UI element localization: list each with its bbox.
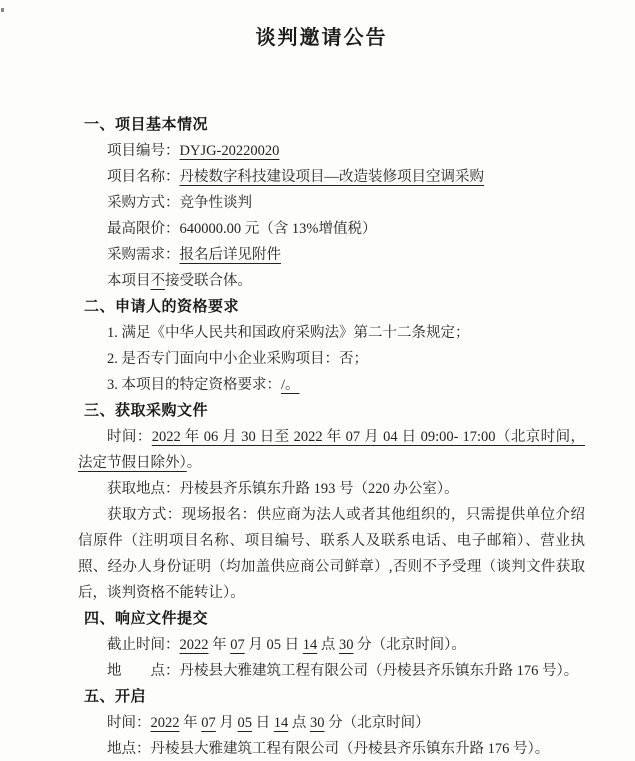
text-segment: 项目名称： <box>107 169 180 185</box>
document-title: 谈判邀请公告 <box>255 27 388 49</box>
underlined-text: /。 <box>281 377 300 393</box>
text-segment: 1. 满足《中华人民共和国政府采购法》第二十二条规定； <box>107 325 470 341</box>
document-section <box>78 398 585 606</box>
text-segment: 采购方式：竞争性谈判 <box>107 195 252 211</box>
paragraph <box>78 242 585 268</box>
section-heading: 三、获取采购文件 <box>84 402 209 419</box>
text-segment: 分（北京时间）。 <box>353 637 466 653</box>
paragraph <box>78 424 585 476</box>
paragraph <box>78 346 585 372</box>
underlined-text: 2022 年 06 月 30 日至 2022 年 07 月 04 日 09:00- 17:00（北京时间，法定节假日除外） <box>78 429 586 471</box>
text-segment: 点 <box>288 715 310 731</box>
paragraph <box>78 736 585 761</box>
text-segment: 获取方式：现场报名：供应商为法人或者其他组织的，只需提供单位介绍信原件（注明项目名称、项目编号、联系人及联系电话、电子邮箱）、营业执照、经办人身份证明（均加盖供应商公司鲜章）,否则不予受理（谈判文件获取后，谈判资格不能转让）。 <box>78 507 585 601</box>
text-segment: 地点：丹棱县大雅建筑工程有限公司（丹棱县齐乐镇东升路 176 号）。 <box>107 741 550 757</box>
document-section <box>78 112 585 294</box>
text-segment: 。 <box>186 455 202 471</box>
text-segment: 本项目 <box>107 273 151 289</box>
underlined-text: 不 <box>150 273 165 289</box>
section-heading: 一、项目基本情况 <box>84 116 209 133</box>
underlined-text: 30 <box>310 715 325 731</box>
text-segment: 采购需求： <box>107 247 180 263</box>
text-segment: 地 点：丹棱县大雅建筑工程有限公司（丹棱县齐乐镇东升路 176 号）。 <box>107 663 579 679</box>
text-segment: 最高限价：640000.00 元（含 13%增值税） <box>107 221 377 237</box>
text-segment: 日 <box>252 715 274 731</box>
document-body <box>78 112 585 761</box>
text-segment: 月 <box>215 715 238 731</box>
paragraph <box>78 164 585 190</box>
paragraph <box>78 658 585 684</box>
paragraph <box>78 138 585 164</box>
paragraph <box>78 190 585 216</box>
paragraph <box>78 268 585 294</box>
paragraph <box>78 476 585 502</box>
underlined-text: 2022 <box>150 715 180 731</box>
underlined-text: 07 <box>201 715 216 731</box>
underlined-text: 2022 <box>179 637 209 653</box>
paragraph <box>78 502 585 606</box>
paragraph <box>78 320 585 346</box>
underlined-text: 14 <box>273 715 289 731</box>
text-segment: 获取地点：丹棱县齐乐镇东升路 193 号（220 办公室）。 <box>107 481 459 497</box>
text-segment: 3. 本项目的特定资格要求： <box>107 377 281 393</box>
text-segment: 2. 是否专门面向中小企业采购项目：否； <box>107 351 368 367</box>
text-segment: 年 <box>179 715 202 731</box>
text-segment: 截止时间： <box>107 637 180 653</box>
underlined-text: 丹棱数字科技建设项目—改造装修项目空调采购 <box>179 169 484 185</box>
text-segment: 点 <box>317 637 339 653</box>
text-segment: 年 <box>208 637 231 653</box>
underlined-text: 报名后详见附件 <box>179 247 281 263</box>
text-segment: 接受联合体。 <box>165 273 252 289</box>
paragraph <box>78 710 585 736</box>
underlined-text: 07 <box>230 637 245 653</box>
text-segment: 时间： <box>107 715 151 731</box>
underlined-text: 05 <box>237 715 252 731</box>
text-segment: 项目编号： <box>107 143 180 159</box>
underlined-text: DYJG-20220020 <box>179 143 280 159</box>
text-segment: 分（北京时间） <box>324 715 430 731</box>
underlined-text: 14 <box>302 637 318 653</box>
section-heading: 四、响应文件提交 <box>84 610 209 627</box>
scan-artifact <box>1 8 4 12</box>
text-segment: 时间： <box>107 429 152 445</box>
document-section <box>78 684 585 761</box>
document-section <box>78 606 585 684</box>
text-segment: 月 05 日 <box>244 637 303 653</box>
paragraph <box>78 216 585 242</box>
paragraph <box>78 632 585 658</box>
section-heading: 二、申请人的资格要求 <box>84 298 240 315</box>
underlined-text: 30 <box>339 637 354 653</box>
document-section <box>78 294 585 398</box>
section-heading: 五、开启 <box>84 688 147 705</box>
paragraph <box>78 372 585 398</box>
